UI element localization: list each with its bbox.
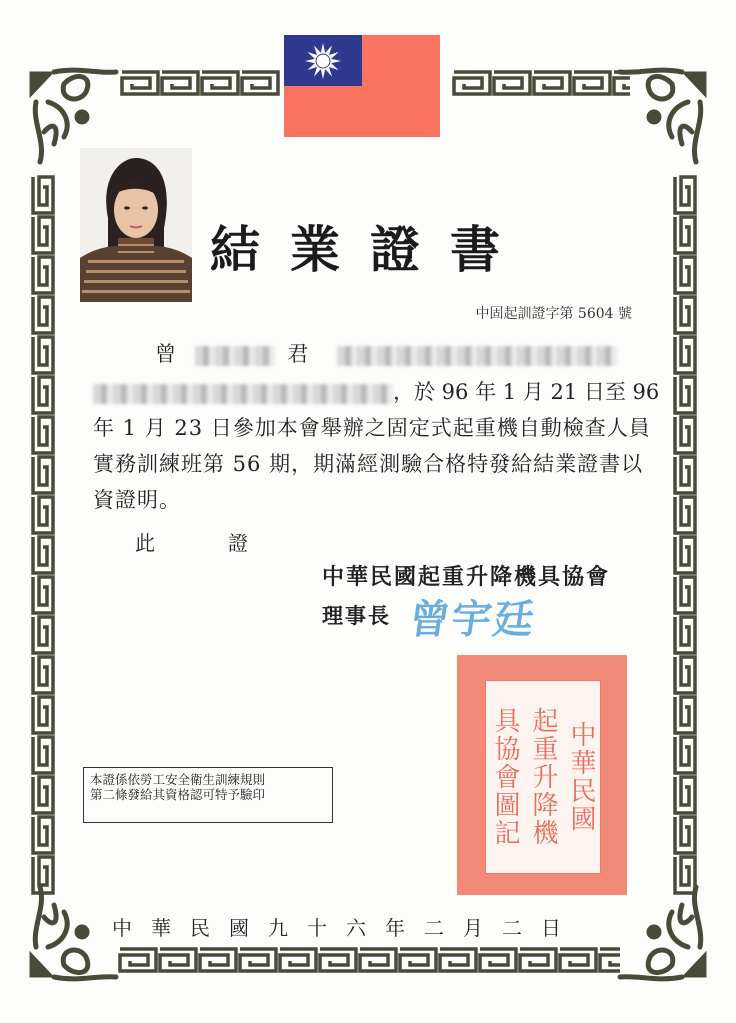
redacted-given-name	[195, 346, 275, 366]
white-sun-icon	[303, 41, 343, 81]
body-line-1: ，於 96 年 1 月 21 日至 96	[93, 376, 659, 406]
legal-note-line-1: 本證係依勞工安全衛生訓練規則	[90, 772, 266, 787]
roc-flag	[284, 35, 440, 137]
closing-zheng: 證	[228, 531, 248, 555]
seal-column-3: 具協會圖記	[490, 707, 520, 847]
seal-column-2: 起重升降機	[528, 707, 558, 847]
recipient-surname: 曾	[155, 342, 182, 366]
redacted-id-info	[337, 346, 617, 366]
chairman-title: 理事長	[322, 604, 391, 628]
greek-key-border-top	[120, 68, 280, 98]
official-seal	[457, 655, 627, 895]
legal-note-box	[83, 767, 333, 823]
certificate-number: 中固起訓證字第 5604 號	[475, 306, 632, 322]
recipient-name-line	[155, 338, 617, 368]
legal-note-line-2: 第二條發給其資格認可特予驗印	[90, 787, 266, 802]
seal-inner	[485, 680, 601, 874]
closing-ci: 此	[135, 531, 155, 555]
seal-column-1: 中華民國	[566, 721, 596, 833]
body-line-2: 年 1 月 23 日參加本會舉辦之固定式起重機自動檢查人員	[93, 416, 651, 440]
corner-ornament-icon	[612, 882, 712, 987]
corner-ornament-icon	[24, 882, 124, 987]
greek-key-border-left	[30, 175, 56, 895]
issue-date: 中華民國九十六年二月二日	[112, 916, 580, 940]
body-line-3: 實務訓練班第 56 期，期滿經測驗合格特發給結業證書以	[93, 452, 644, 476]
greek-key-border-right	[672, 175, 698, 895]
chairman-signature: 曾宇廷	[406, 596, 539, 643]
recipient-honorific: 君	[287, 342, 315, 366]
issuer-organization: 中華民國起重升降機具協會	[322, 565, 611, 590]
recipient-photo	[80, 148, 192, 302]
greek-key-border-top	[452, 68, 630, 98]
certificate-title: 結業證書	[210, 221, 530, 279]
flag-canton	[284, 35, 362, 86]
redacted-birth-info	[93, 384, 393, 404]
greek-key-border-bottom	[118, 945, 620, 975]
body-line-4: 資證明。	[93, 488, 181, 512]
